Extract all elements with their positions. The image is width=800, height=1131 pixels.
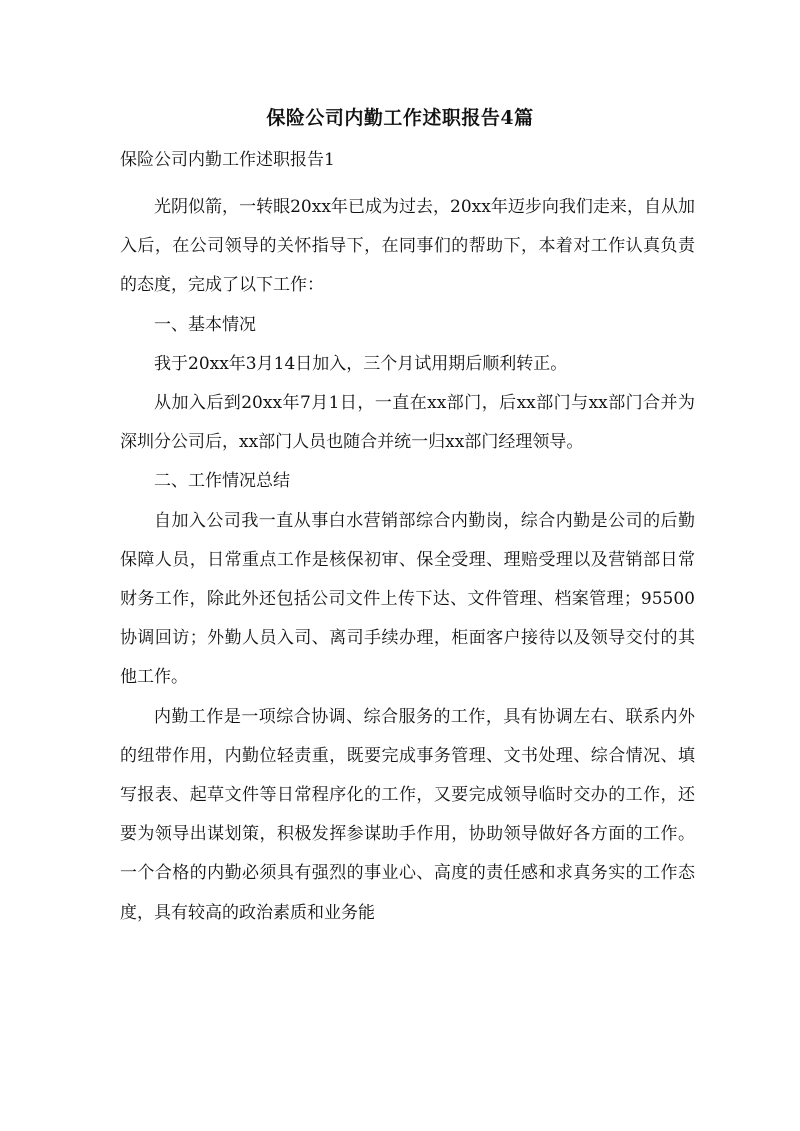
paragraph-duties: 自加入公司我一直从事白水营销部综合内勤岗，综合内勤是公司的后勤保障人员，日常重点工作是核保初审、保全受理、理赔受理以及营销部日常财务工作，除此外还包括公司文件上传下达、文件管理、档案管理；95500协调回访；外勤人员入司、离司手续办理，柜面客户接待以及领导交付的其他工作。 bbox=[120, 510, 695, 688]
paragraph-department: 从加入后到20xx年7月1日，一直在xx部门，后xx部门与xx部门合并为深圳分公司后，xx部门人员也随合并统一归xx部门经理领导。 bbox=[120, 393, 695, 453]
paragraph-intro: 光阴似箭，一转眼20xx年已成为过去，20xx年迈步向我们走来，自从加入后，在公司领导的关怀指导下，在同事们的帮助下，本着对工作认真负责的态度，完成了以下工作： bbox=[120, 197, 695, 296]
report-body bbox=[120, 188, 695, 933]
paragraph-role-description: 内勤工作是一项综合协调、综合服务的工作，具有协调左右、联系内外的纽带作用，内勤位轻责重，既要完成事务管理、文书处理、综合情况、填写报表、起草文件等日常程序化的工作，又要完成领导临时交办的工作，还要为领导出谋划策，积极发挥参谋助手作用，协助领导做好各方面的工作。一个合格的内勤必须具有强烈的事业心、高度的责任感和求真务实的工作态度，具有较高的政治素质和业务能 bbox=[120, 706, 695, 923]
section-heading-basic-info: 一、基本情况 bbox=[154, 314, 256, 335]
document-title: 保险公司内勤工作述职报告4篇 bbox=[266, 107, 534, 129]
report-subtitle: 保险公司内勤工作述职报告1 bbox=[120, 150, 335, 170]
section-heading-work-summary: 二、工作情况总结 bbox=[154, 471, 290, 492]
paragraph-join-date: 我于20xx年3月14日加入，三个月试用期后顺利转正。 bbox=[154, 353, 568, 374]
